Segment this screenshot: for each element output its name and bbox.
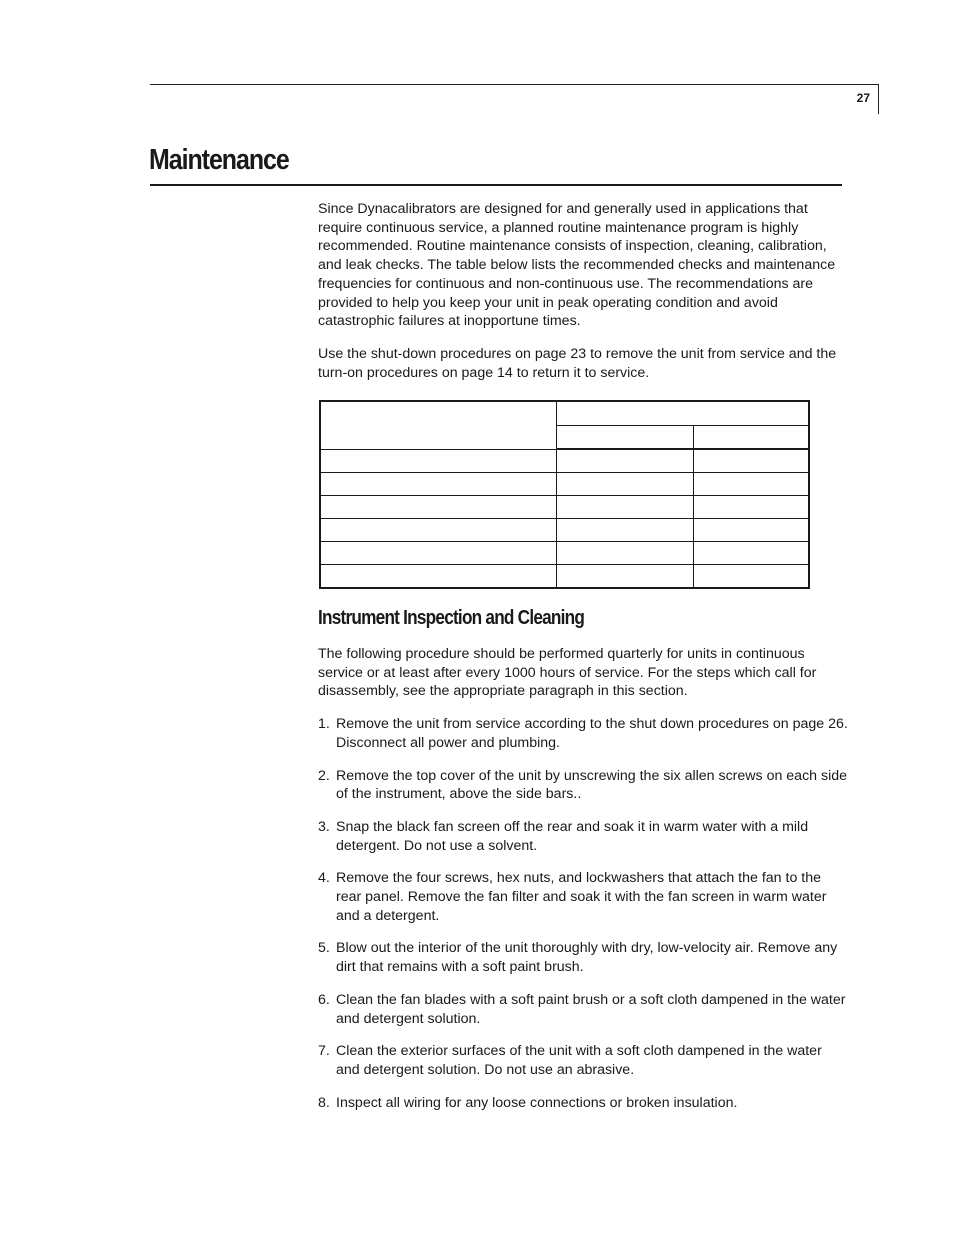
table-cell <box>556 473 693 496</box>
step-text: Remove the four screws, hex nuts, and lockwashers that attach the fan to the rear panel. Remove the fan filter and soak it with the fan screen in warm water and a detergent. <box>336 870 827 924</box>
table-cell <box>693 496 809 519</box>
table-header-cell <box>320 401 556 449</box>
table-cell <box>693 565 809 589</box>
intro-paragraph: Since Dynacalibrators are designed for and generally used in applications that require continuous service, a planned routine maintenance program is highly recommended. Routine maintenance consists of inspection, cleaning, calibration, and leak checks. The table below lists the recommended checks and maintenance frequencies for continuous and non-continuous use. The recommendations are provided to help you keep your unit in peak operating condition and avoid catastrophic failures at inopportune times. <box>318 201 836 330</box>
table-header-row <box>320 401 809 426</box>
table-cell <box>320 449 556 473</box>
step-text: Remove the unit from service according to the shut down procedures on page 26. Disconnect all power and plumbing. <box>336 716 848 751</box>
procedure-step <box>318 869 848 925</box>
header-rule <box>150 84 879 85</box>
step-number: 1. <box>318 716 330 733</box>
table-cell <box>320 519 556 542</box>
step-number: 4. <box>318 870 330 887</box>
table-cell <box>556 496 693 519</box>
procedure-steps <box>318 715 848 1112</box>
table-cell <box>556 565 693 589</box>
table-row <box>320 565 809 589</box>
main-content <box>318 200 848 1126</box>
table-cell <box>320 496 556 519</box>
table-cell <box>693 519 809 542</box>
table-header-cell <box>556 401 809 426</box>
table-cell <box>693 473 809 496</box>
step-text: Clean the fan blades with a soft paint brush or a soft cloth dampened in the water and detergent solution. <box>336 991 846 1027</box>
step-number: 3. <box>318 818 330 835</box>
table-row <box>320 519 809 542</box>
maintenance-schedule-table <box>319 400 810 589</box>
table-cell <box>320 565 556 589</box>
procedure-step <box>318 1094 848 1113</box>
procedure-step <box>318 715 848 752</box>
section-heading: Instrument Inspection and Cleaning <box>318 607 585 630</box>
step-number: 2. <box>318 767 330 784</box>
procedure-step <box>318 991 848 1028</box>
table-row <box>320 473 809 496</box>
table-cell <box>556 519 693 542</box>
table-header-cell <box>556 426 693 450</box>
table-row <box>320 449 809 473</box>
title-rule <box>150 184 842 186</box>
procedure-step <box>318 1042 848 1079</box>
procedure-step <box>318 939 848 976</box>
step-text: Snap the black fan screen off the rear and soak it in warm water with a mild detergent. Do not use a solvent. <box>336 818 809 854</box>
step-number: 6. <box>318 991 330 1008</box>
step-text: Clean the exterior surfaces of the unit with a soft cloth dampened in the water and detergent solution. Do not use an abrasive. <box>336 1043 822 1078</box>
header-corner-rule <box>878 84 879 114</box>
table-cell <box>693 542 809 565</box>
page-number: 27 <box>856 91 870 105</box>
table-cell <box>320 542 556 565</box>
table-cell <box>693 449 809 473</box>
step-text: Inspect all wiring for any loose connections or broken insulation. <box>336 1094 738 1111</box>
table-header-cell <box>693 426 809 450</box>
step-number: 7. <box>318 1043 330 1060</box>
table-cell <box>320 473 556 496</box>
table-cell <box>556 449 693 473</box>
step-text: Remove the top cover of the unit by unscrewing the six allen screws on each side of the instrument, above the side bars.. <box>336 767 848 803</box>
table-cell <box>556 542 693 565</box>
step-text: Blow out the interior of the unit thoroughly with dry, low-velocity air. Remove any dirt that remains with a soft paint brush. <box>336 940 838 976</box>
section-intro: The following procedure should be performed quarterly for units in continuous service or at least after every 1000 hours of service. For the steps which call for disassembly, see the appropriate paragraph in this section. <box>318 646 817 700</box>
table-row <box>320 542 809 565</box>
step-number: 8. <box>318 1094 330 1111</box>
intro-paragraph: Use the shut-down procedures on page 23 to remove the unit from service and the turn-on procedures on page 14 to return it to service. <box>318 345 837 381</box>
procedure-step <box>318 767 848 804</box>
step-number: 5. <box>318 940 330 957</box>
page-title: Maintenance <box>149 144 289 176</box>
table-row <box>320 496 809 519</box>
procedure-step <box>318 818 848 855</box>
